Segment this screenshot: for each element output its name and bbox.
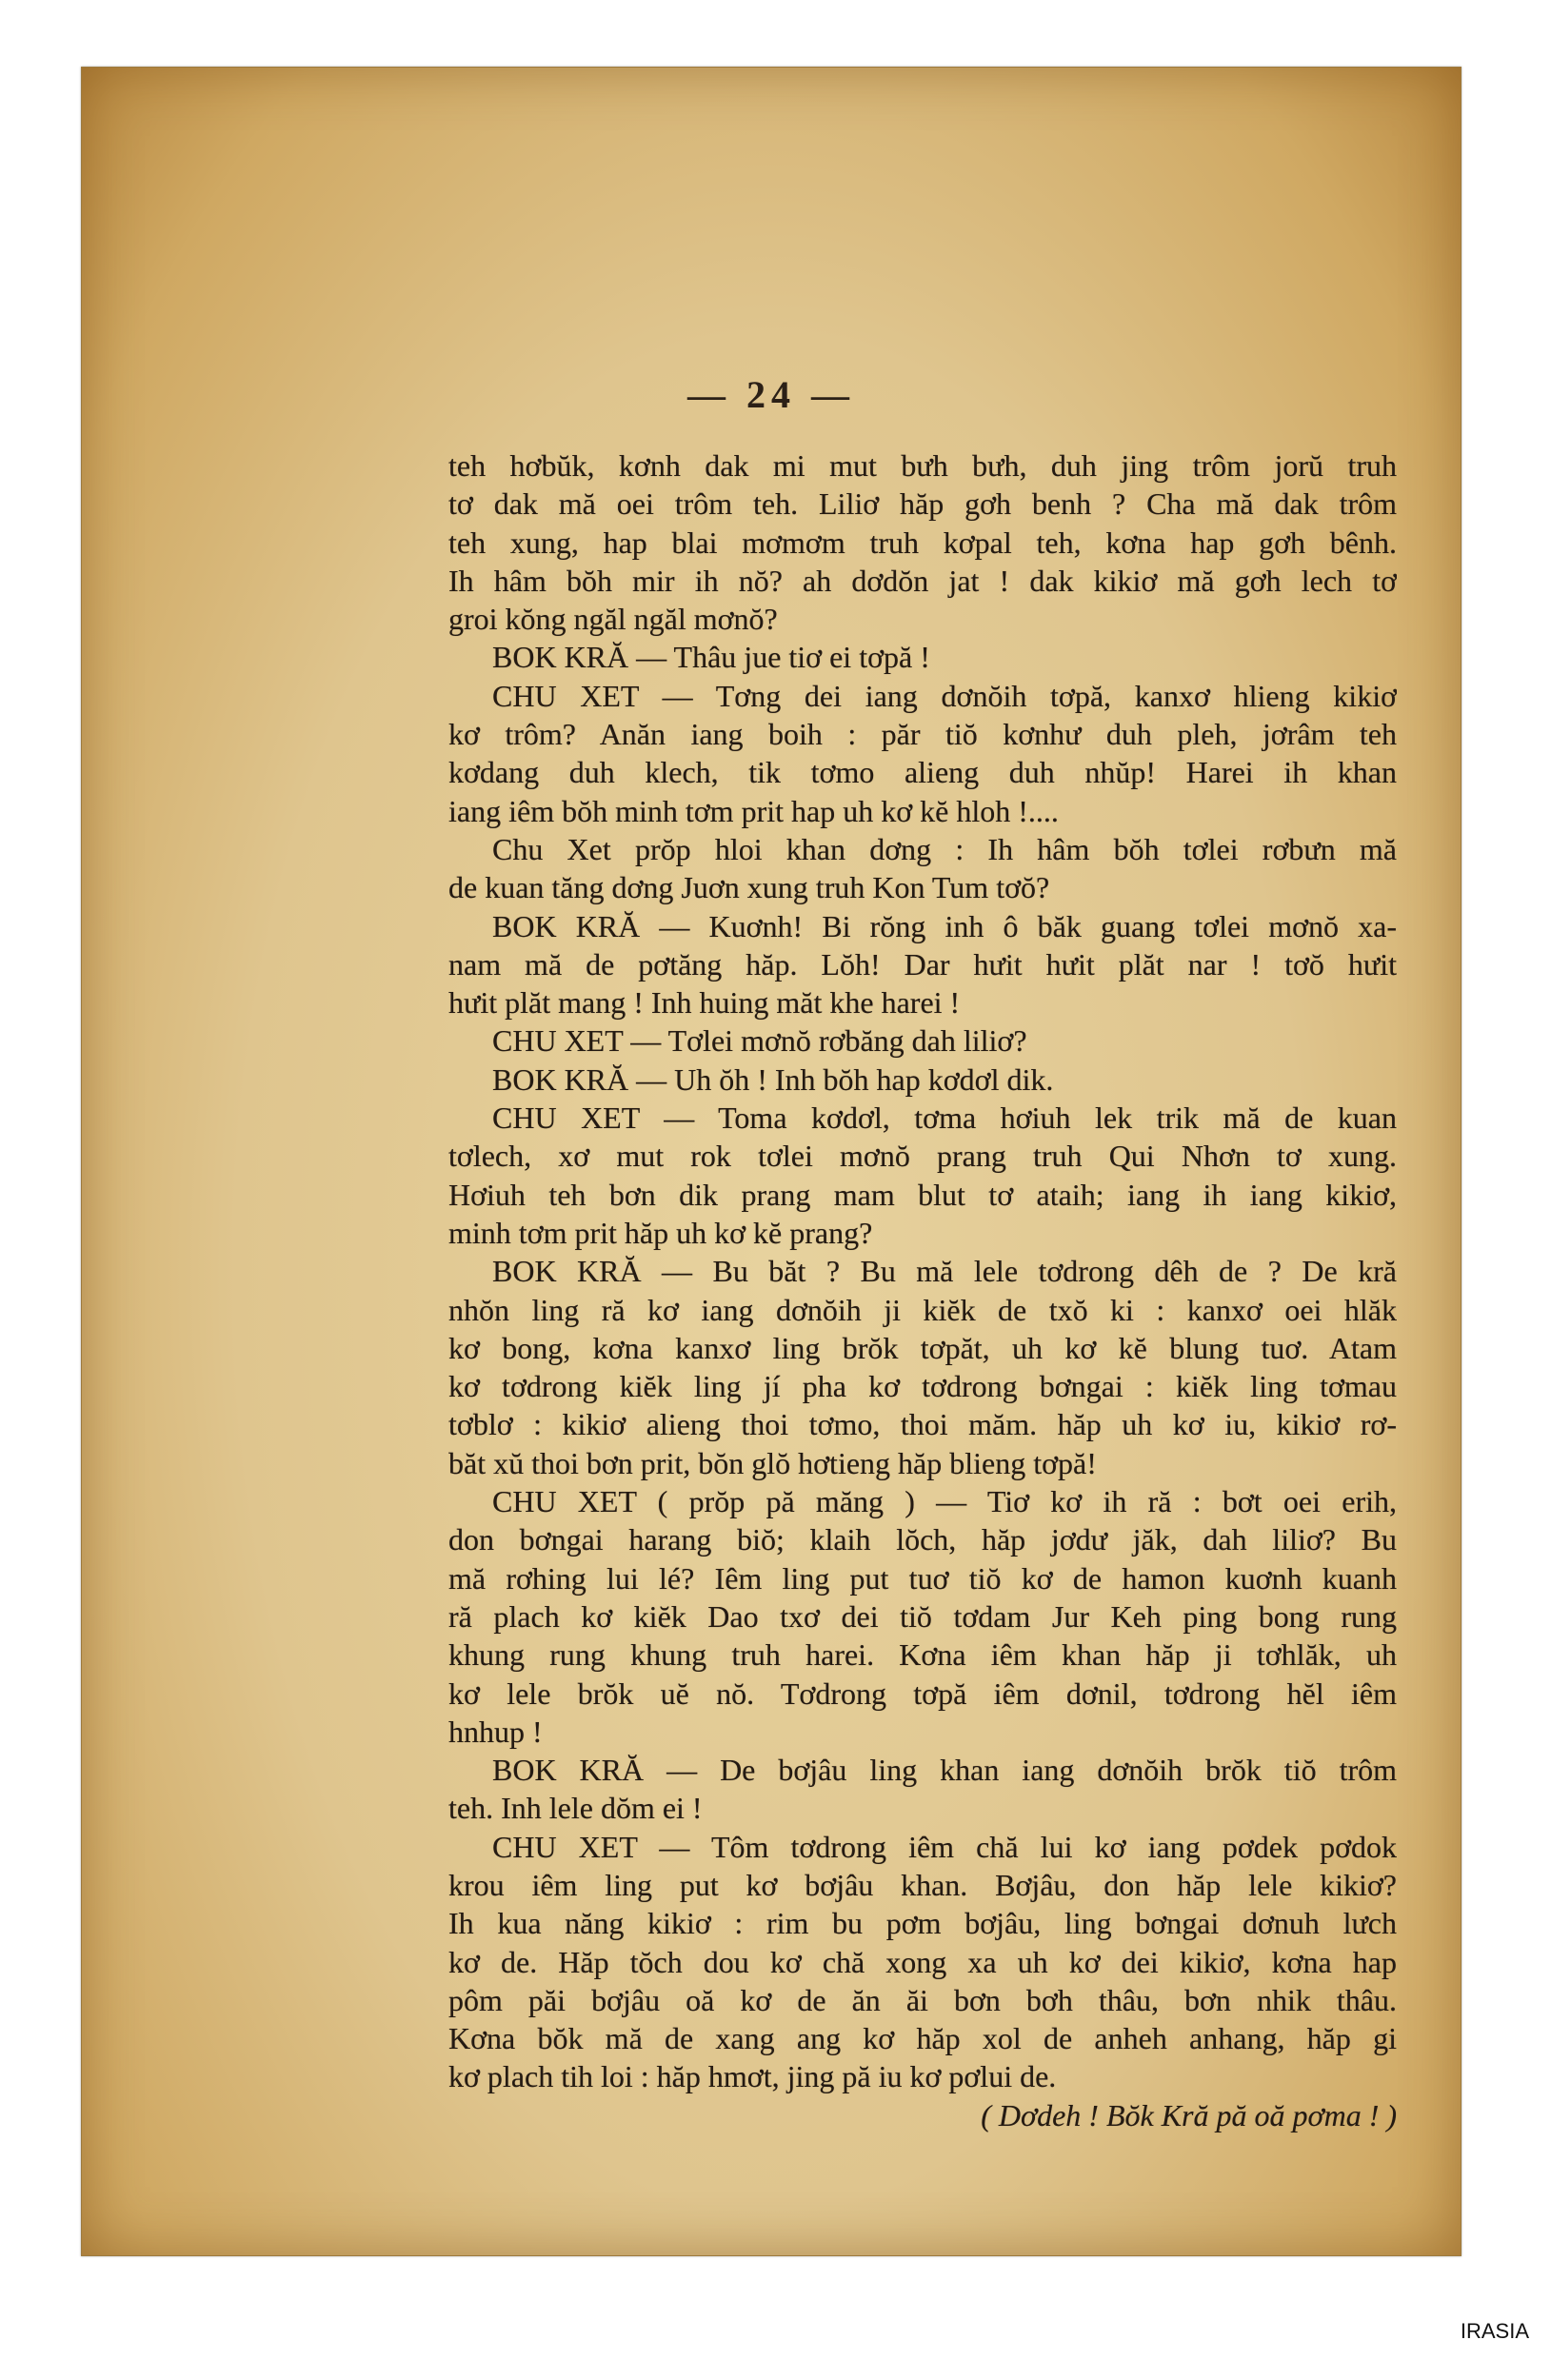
- text-line: minh tơm prit hăp uh kơ kĕ prang?: [448, 1215, 873, 1250]
- text-line: BOK KRĂ — De bơjâu ling khan iang dơnŏih brŏk tiŏ trôm: [492, 1753, 1397, 1788]
- text-line: teh hơbŭk, kơnh dak mi mut bưh bưh, duh jing trôm jorŭ truh: [448, 448, 1397, 483]
- text-line: tơblơ : kikiơ alieng thoi tơmo, thoi măm. hăp uh kơ iu, kikiơ rơ-: [448, 1407, 1397, 1442]
- text-line: groi kŏng ngăl ngăl mơnŏ?: [448, 602, 778, 637]
- archive-credit: IRASIA: [1460, 2319, 1529, 2343]
- text-line: kơ tơdrong kiĕk ling jí pha kơ tơdrong bơngai : kiĕk ling tơmau: [448, 1369, 1397, 1404]
- text-line: Hơiuh teh bơn dik prang mam blut tơ ataih; iang ih iang kikiơ,: [448, 1177, 1397, 1212]
- text-line: nhŏn ling ră kơ iang dơnŏih ji kiĕk de txŏ ki : kanxơ oei hlăk: [448, 1292, 1397, 1327]
- text-line: de kuan tăng dơng Juơn xung truh Kon Tum tơŏ?: [448, 870, 1050, 905]
- text-line: khung rung khung truh harei. Kơna iêm khan hăp ji tơhlăk, uh: [448, 1637, 1397, 1673]
- text-line: kơ de. Hăp tŏch dou kơ chă xong xa uh kơ dei kikiơ, kơna hap: [448, 1944, 1397, 1979]
- text-line: nam mă de pơtăng hăp. Lŏh! Dar hưit hưit plăt nar ! tơŏ hưit: [448, 946, 1397, 982]
- text-line: tơ dak mă oei trôm teh. Liliơ hăp gơh benh ? Cha mă dak trôm: [448, 486, 1397, 522]
- body-text: [448, 446, 1397, 2134]
- text-line: Kơna bŏk mă de xang ang kơ hăp xol de anheh anhang, hăp gi: [448, 2021, 1397, 2056]
- text-line: iang iêm bŏh minh tơm prit hap uh kơ kĕ hloh !....: [448, 793, 1059, 828]
- text-line: pôm păi bơjâu oă kơ de ăn ăi bơn bơh thâu, bơn nhik thâu.: [448, 1982, 1397, 2017]
- text-line: Ih kua năng kikiơ : rim bu pơm bơjâu, ling bơngai dơnuh lưch: [448, 1906, 1397, 1941]
- text-line: BOK KRĂ — Kuơnh! Bi rŏng inh ô băk guang tơlei mơnŏ xa-: [492, 908, 1397, 943]
- book-page: [81, 67, 1462, 2256]
- text-line: CHU XET — Tơlei mơnŏ rơbăng dah liliơ?: [492, 1023, 1027, 1059]
- text-line: CHU XET — Tôm tơdrong iêm chă lui kơ iang pơdek pơdok: [492, 1829, 1397, 1864]
- text-line: tơlech, xơ mut rok tơlei mơnŏ prang truh Qui Nhơn tơ xung.: [448, 1139, 1397, 1174]
- text-line: hnhup !: [448, 1714, 543, 1749]
- text-line: CHU XET ( prŏp pă măng ) — Tiơ kơ ih ră : bơt oei erih,: [492, 1484, 1397, 1519]
- text-line: băt xŭ thoi bơn prit, bŏn glŏ hơtieng hăp blieng tơpă!: [448, 1445, 1097, 1480]
- text-line: CHU XET — Tơng dei iang dơnŏih tơpă, kanxơ hlieng kikiơ: [492, 678, 1397, 713]
- text-line: kơ plach tih loi : hăp hmơt, jing pă iu kơ pơlui de.: [448, 2059, 1057, 2094]
- text-line: BOK KRĂ — Uh ŏh ! Inh bŏh hap kơdơl dik.: [492, 1061, 1054, 1097]
- text-line: kơ bong, kơna kanxơ ling brŏk tơpăt, uh kơ kĕ blung tuơ. Atam: [448, 1330, 1397, 1365]
- text-line: krou iêm ling put kơ bơjâu khan. Bơjâu, don hăp lele kikiơ?: [448, 1867, 1397, 1902]
- page-number: — 24 —: [687, 373, 855, 416]
- text-line: teh. Inh lele dŏm ei !: [448, 1791, 703, 1826]
- text-line: teh xung, hap blai mơmơm truh kơpal teh, kơna hap gơh bênh.: [448, 525, 1397, 560]
- text-line: kơ lele brŏk uĕ nŏ. Tơdrong tơpă iêm dơnil, tơdrong hĕl iêm: [448, 1676, 1397, 1711]
- text-line: BOK KRĂ — Thâu jue tiơ ei tơpă !: [492, 640, 930, 675]
- text-line: CHU XET — Toma kơdơl, tơma hơiuh lek trik mă de kuan: [492, 1101, 1397, 1136]
- text-line: hưit plăt mang ! Inh huing măt khe harei !: [448, 985, 961, 1021]
- text-line: kơdang duh klech, tik tơmo alieng duh nhŭp! Harei ih khan: [448, 755, 1397, 790]
- text-line: mă rơhing lui lé? Iêm ling put tuơ tiŏ kơ de hamon kuơnh kuanh: [448, 1560, 1397, 1596]
- text-line: ră plach kơ kiĕk Dao txơ dei tiŏ tơdam Jur Keh ping bong rung: [448, 1598, 1397, 1634]
- text-line: kơ trôm? Anăn iang boih : păr tiŏ kơnhư duh pleh, jơrâm teh: [448, 717, 1397, 752]
- text-line: Ih hâm bŏh mir ih nŏ? ah dơdŏn jat ! dak kikiơ mă gơh lech tơ: [448, 563, 1397, 598]
- text-line: BOK KRĂ — Bu băt ? Bu mă lele tơdrong dêh de ? De kră: [492, 1254, 1397, 1289]
- text-line: don bơngai harang biŏ; klaih lŏch, hăp jơdư jăk, dah liliơ? Bu: [448, 1522, 1397, 1557]
- text-line: Chu Xet prŏp hloi khan dơng : Ih hâm bŏh tơlei rơbưn mă: [492, 831, 1397, 866]
- closing-stage-direction: ( Dơdeh ! Bŏk Kră pă oă pơma ! ): [981, 2097, 1397, 2132]
